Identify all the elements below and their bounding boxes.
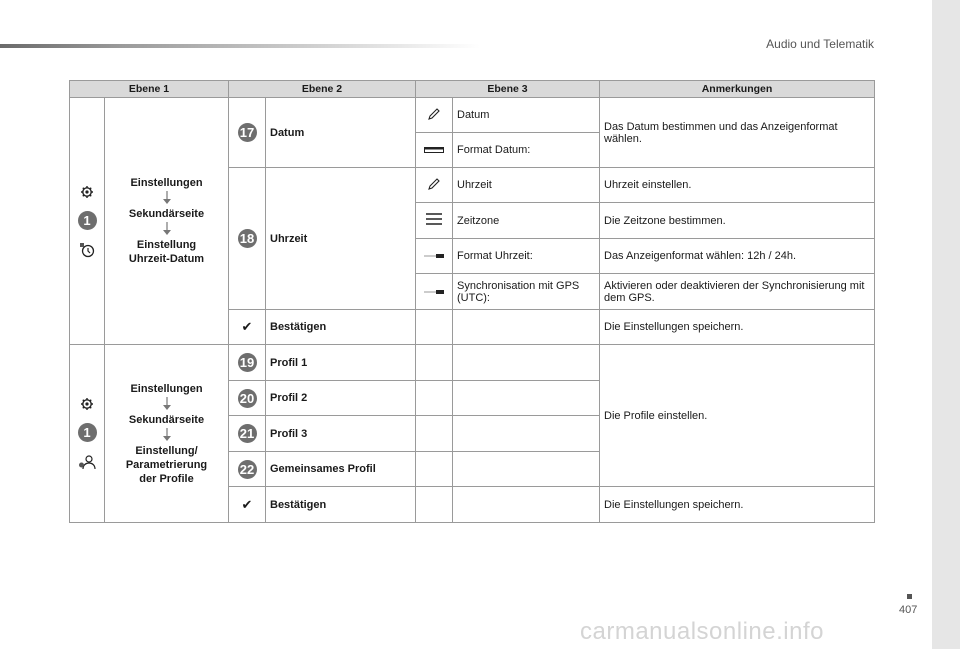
header-title: Audio und Telematik	[766, 37, 874, 51]
arrow-down-icon	[162, 191, 172, 205]
empty-cell	[416, 487, 453, 523]
empty-cell	[453, 310, 600, 345]
empty-cell	[416, 452, 453, 487]
empty-cell	[416, 310, 453, 345]
profile-icon	[78, 454, 96, 470]
badge-cell	[229, 416, 266, 452]
clock-icon	[79, 242, 95, 258]
empty-cell	[453, 416, 600, 452]
badge-cell	[229, 452, 266, 487]
level3-format-datum: Format Datum:	[453, 133, 600, 168]
level3-format-uhrzeit: Format Uhrzeit:	[453, 239, 600, 274]
settings-gear-icon	[80, 185, 94, 199]
step-badge-1: 1	[78, 211, 97, 230]
empty-cell	[416, 381, 453, 416]
col-header-ebene2: Ebene 2	[229, 81, 416, 98]
step-badge-20: 20	[238, 389, 257, 408]
note-format-uhrzeit: Das Anzeigenformat wählen: 12h / 24h.	[600, 239, 875, 274]
step-badge-21: 21	[238, 424, 257, 443]
level1-icons-cell	[70, 345, 105, 523]
step-badge-18: 18	[238, 229, 257, 248]
header-rule	[0, 44, 480, 48]
empty-cell	[453, 381, 600, 416]
level3-zeitzone: Zeitzone	[453, 203, 600, 239]
empty-cell	[453, 487, 600, 523]
pencil-icon	[427, 107, 441, 121]
check-cell	[229, 487, 266, 523]
note-zeitzone: Die Zeitzone bestimmen.	[600, 203, 875, 239]
step-badge-22: 22	[238, 460, 257, 479]
icon-cell	[416, 133, 453, 168]
table-row	[70, 345, 875, 381]
checkmark-icon: ✔	[241, 496, 253, 512]
empty-cell	[453, 345, 600, 381]
step-badge-1: 1	[78, 423, 97, 442]
settings-table	[69, 80, 875, 523]
level2-profile-2: Profil 2	[266, 381, 416, 416]
col-header-anmerkungen: Anmerkungen	[600, 81, 875, 98]
note-uhrzeit: Uhrzeit einstellen.	[600, 168, 875, 203]
step-badge-19: 19	[238, 353, 257, 372]
note-profiles: Die Profile einstellen.	[600, 345, 875, 487]
level2-confirm: Bestätigen	[266, 310, 416, 345]
empty-cell	[416, 416, 453, 452]
pencil-icon	[427, 177, 441, 191]
table-row	[70, 98, 875, 133]
list-icon	[425, 212, 443, 226]
badge-cell	[229, 168, 266, 310]
level2-shared-profile: Gemeinsames Profil	[266, 452, 416, 487]
settings-gear-icon	[80, 397, 94, 411]
level2-profile-1: Profil 1	[266, 345, 416, 381]
arrow-down-icon	[162, 397, 172, 411]
arrow-down-icon	[162, 428, 172, 442]
col-header-ebene1: Ebene 1	[70, 81, 229, 98]
badge-cell	[229, 381, 266, 416]
watermark: carmanualsonline.info	[580, 618, 824, 645]
note-gps-sync: Aktivieren oder deaktivieren der Synchronisierung mit dem GPS.	[600, 274, 875, 310]
toggle-icon	[423, 253, 445, 259]
level1-path-cell	[105, 345, 229, 523]
arrow-down-icon	[162, 222, 172, 236]
path-setting: Einstellung/	[135, 444, 198, 457]
empty-cell	[453, 452, 600, 487]
page-marker	[907, 594, 912, 599]
empty-cell	[416, 345, 453, 381]
level3-datum: Datum	[453, 98, 600, 133]
level3-uhrzeit: Uhrzeit	[453, 168, 600, 203]
check-cell	[229, 310, 266, 345]
level2-confirm: Bestätigen	[266, 487, 416, 523]
checkmark-icon: ✔	[241, 319, 253, 334]
right-margin-bar	[932, 0, 960, 649]
level1-icons-cell	[70, 98, 105, 345]
icon-cell	[416, 203, 453, 239]
path-setting: Einstellung	[136, 239, 197, 251]
icon-cell	[416, 168, 453, 203]
path-secondary-page: Sekundärseite	[128, 413, 205, 426]
level2-uhrzeit: Uhrzeit	[266, 168, 416, 310]
icon-cell	[416, 98, 453, 133]
step-badge-17: 17	[238, 123, 257, 142]
level2-profile-3: Profil 3	[266, 416, 416, 452]
toggle-icon	[423, 289, 445, 295]
table-header-row	[70, 81, 875, 98]
page-number: 407	[899, 604, 918, 616]
path-settings: Einstellungen	[130, 177, 203, 189]
note-confirm: Die Einstellungen speichern.	[600, 487, 875, 523]
bar-icon	[424, 147, 444, 153]
path-settings: Einstellungen	[130, 382, 203, 395]
note-datum: Das Datum bestimmen und das Anzeigenformat wählen.	[600, 98, 875, 168]
badge-cell	[229, 345, 266, 381]
col-header-ebene3: Ebene 3	[416, 81, 600, 98]
note-confirm: Die Einstellungen speichern.	[600, 310, 875, 345]
path-profiles: der Profile	[139, 472, 194, 485]
path-time-date: Uhrzeit-Datum	[128, 253, 205, 265]
icon-cell	[416, 274, 453, 310]
path-secondary-page: Sekundärseite	[128, 208, 205, 220]
path-parametrierung: Parametrierung	[125, 458, 208, 471]
icon-cell	[416, 239, 453, 274]
level2-datum: Datum	[266, 98, 416, 168]
level1-path-cell	[105, 98, 229, 345]
level3-gps-sync: Synchronisation mit GPS (UTC):	[453, 274, 600, 310]
badge-cell	[229, 98, 266, 168]
